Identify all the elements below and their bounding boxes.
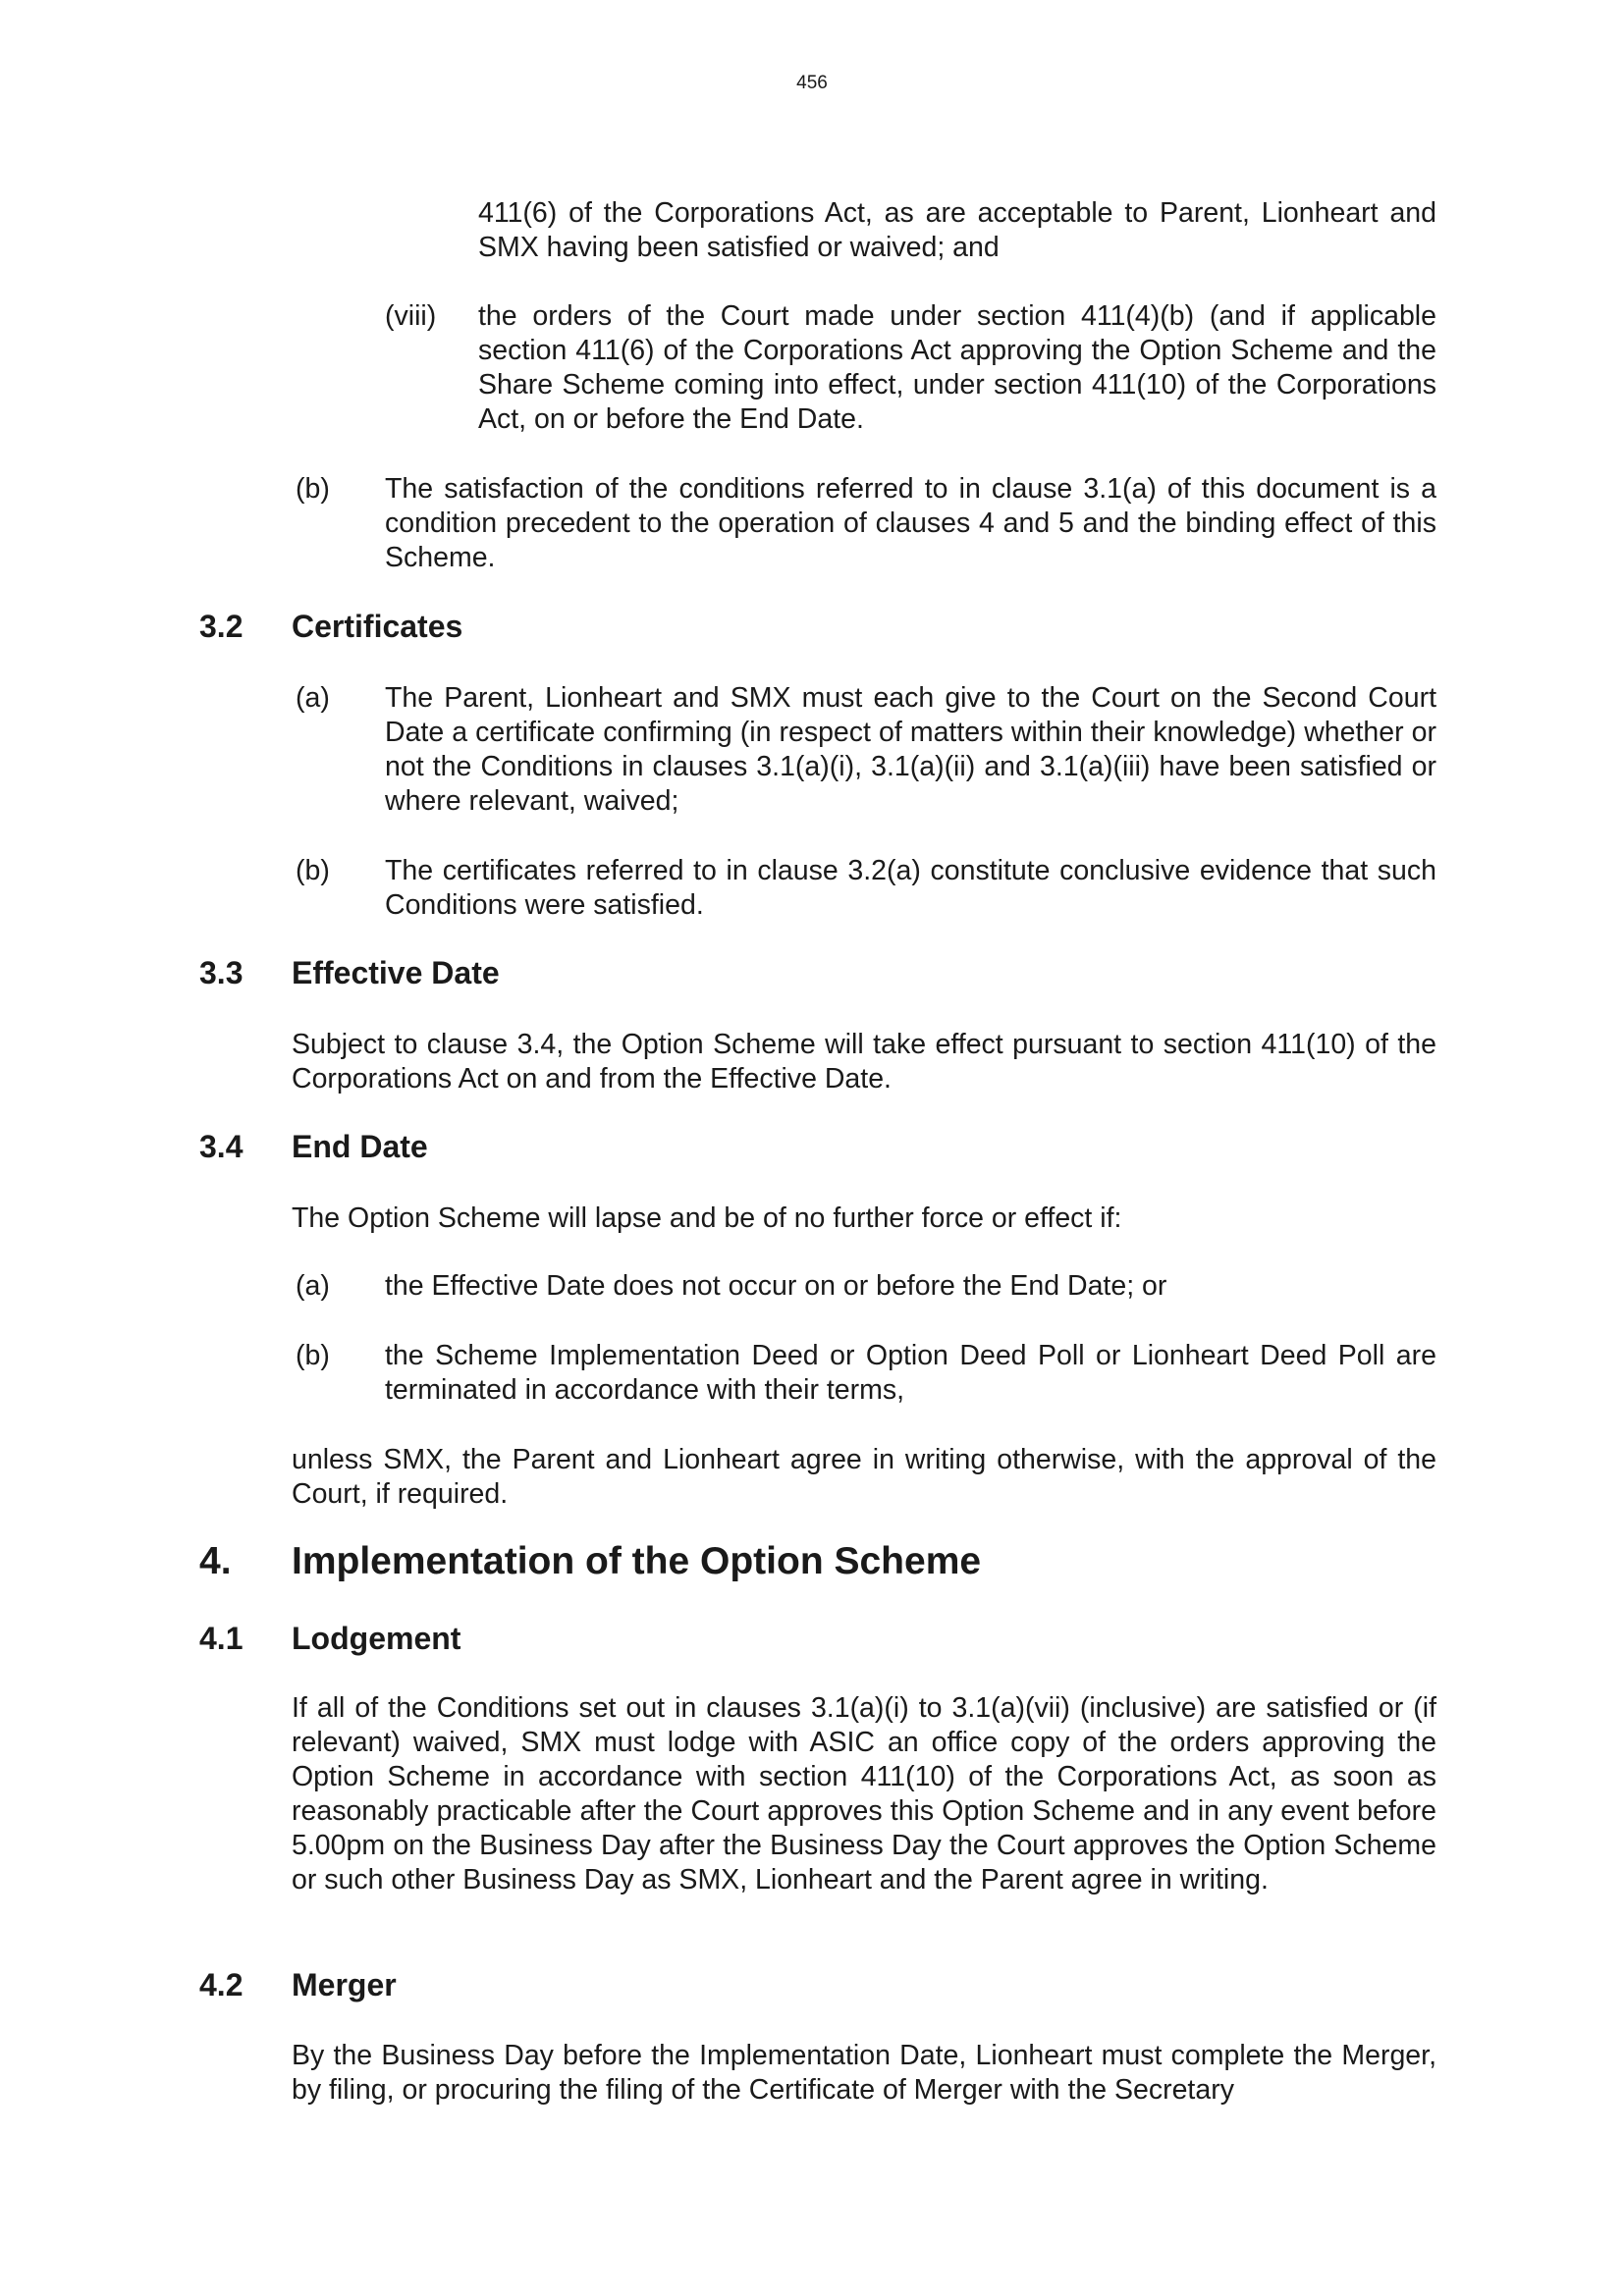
section-4-number: 4. <box>199 1540 232 1582</box>
item-vii-continuation: 411(6) of the Corporations Act, as are acceptable to Parent, Lionheart and SMX having been satisfied or waived; and <box>478 197 1436 263</box>
s34-a-text: the Effective Date does not occur on or before the End Date; or <box>385 1270 1167 1302</box>
section-4-2-title: Merger <box>292 1967 397 2002</box>
section-4-2-number: 4.2 <box>199 1967 244 2002</box>
s34-a-label: (a) <box>296 1270 330 1302</box>
s33-text: Subject to clause 3.4, the Option Scheme will take effect pursuant to section 411(10) of the Corporations Act on and from the Effective Date. <box>292 1029 1436 1095</box>
s32-a-label: (a) <box>296 682 330 714</box>
section-3-2-number: 3.2 <box>199 609 244 644</box>
item-viii-label: (viii) <box>385 300 437 332</box>
s32-a-text: The Parent, Lionheart and SMX must each give to the Court on the Second Court Date a certificate confirming (in respect of matters within their knowledge) whether or not the Conditions in clauses 3.1(a)(i), 3.1(a)(ii) and 3.1(a)(iii) have been satisfied or where relevant, waived; <box>385 682 1436 817</box>
s34-b-label: (b) <box>296 1340 330 1371</box>
item-viii-text: the orders of the Court made under section 411(4)(b) (and if applicable section 411(6) of the Corporations Act approving the Option Scheme and the Share Scheme coming into effect, under section 411(10) of the Corporations Act, on or before the End Date. <box>478 300 1436 435</box>
section-3-4-number: 3.4 <box>199 1129 244 1164</box>
section-4-1-number: 4.1 <box>199 1621 244 1656</box>
s41-text: If all of the Conditions set out in clauses 3.1(a)(i) to 3.1(a)(vii) (inclusive) are satisfied or (if relevant) waived, SMX must lodge with ASIC an office copy of the orders approving the Option Scheme in accordance with section 411(10) of the Corporations Act, as soon as reasonably practicable after the Court approves this Option Scheme and in any event before 5.00pm on the Business Day after the Business Day the Court approves the Option Scheme or such other Business Day as SMX, Lionheart and the Parent agree in writing. <box>292 1692 1436 1896</box>
s34-closing: unless SMX, the Parent and Lionheart agree in writing otherwise, with the approval of the Court, if required. <box>292 1444 1436 1510</box>
section-3-3-number: 3.3 <box>199 955 244 990</box>
s42-text: By the Business Day before the Implementation Date, Lionheart must complete the Merger, by filing, or procuring the filing of the Certificate of Merger with the Secretary <box>292 2040 1436 2106</box>
section-3-4-title: End Date <box>292 1129 428 1164</box>
section-4-title: Implementation of the Option Scheme <box>292 1540 982 1582</box>
item-b-label: (b) <box>296 473 330 505</box>
section-4-1-title: Lodgement <box>292 1621 461 1656</box>
item-b-text: The satisfaction of the conditions referred to in clause 3.1(a) of this document is a condition precedent to the operation of clauses 4 and 5 and the binding effect of this Scheme. <box>385 473 1436 573</box>
s34-intro: The Option Scheme will lapse and be of no further force or effect if: <box>292 1202 1122 1234</box>
s32-b-text: The certificates referred to in clause 3.2(a) constitute conclusive evidence that such Conditions were satisfied. <box>385 855 1436 921</box>
section-3-2-title: Certificates <box>292 609 463 644</box>
page-number: 456 <box>796 73 828 93</box>
s34-b-text: the Scheme Implementation Deed or Option Deed Poll or Lionheart Deed Poll are terminated in accordance with their terms, <box>385 1340 1436 1406</box>
s32-b-label: (b) <box>296 855 330 886</box>
section-3-3-title: Effective Date <box>292 955 500 990</box>
